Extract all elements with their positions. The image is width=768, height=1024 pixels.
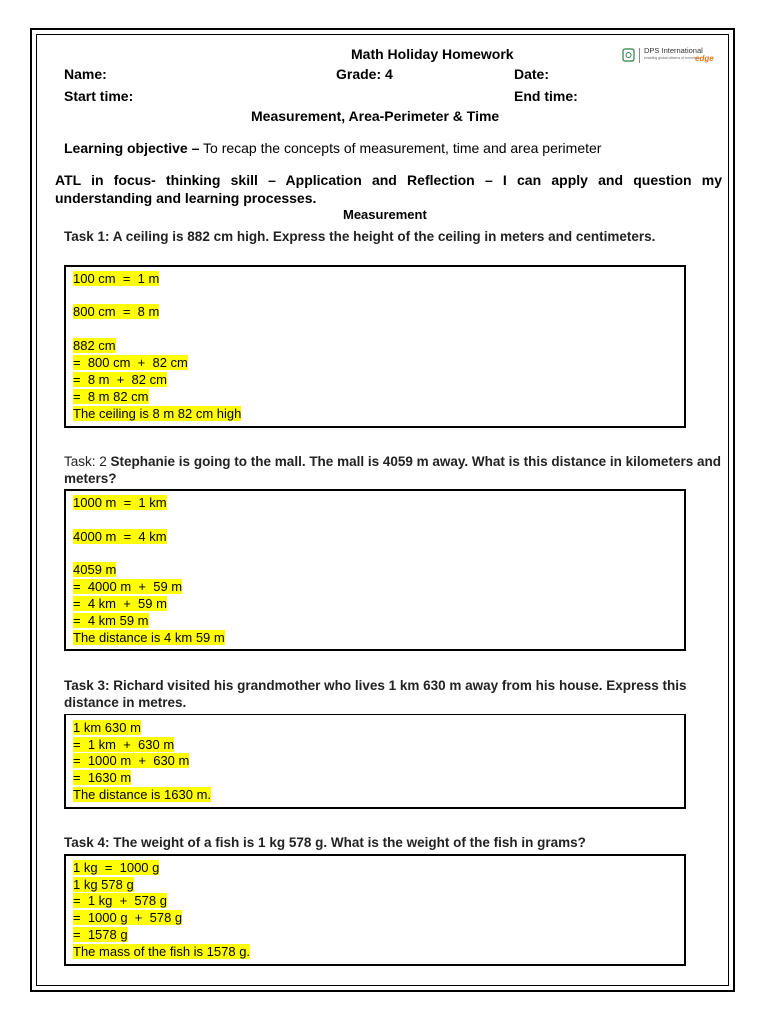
start-time-label: Start time:: [64, 88, 134, 104]
task-2-answer-line: = 4 km 59 m: [73, 613, 149, 628]
task-2-answer-line: 4059 m: [73, 562, 117, 577]
task-1-answer-line: 800 cm = 8 m: [73, 304, 160, 319]
task-4-answer-line: = 1578 g: [73, 927, 128, 942]
date-label: Date:: [514, 66, 550, 82]
task-4-text: The weight of a fish is 1 kg 578 g. What is the weight of the fish in grams?: [113, 835, 586, 850]
task-4-question: [64, 834, 724, 851]
task-3-answer-line: = 1630 m: [73, 770, 132, 785]
task-1-question: [64, 228, 724, 245]
task-4-answer-line: = 1000 g + 578 g: [73, 910, 183, 925]
task-2-question: [64, 453, 724, 487]
task-1-answer-line: The ceiling is 8 m 82 cm high: [73, 406, 242, 421]
task-2-answer-box: [64, 489, 686, 651]
task-1-answer-line: = 800 cm + 82 cm: [73, 355, 188, 370]
task-4-answer-line: 1 kg = 1000 g: [73, 860, 160, 875]
section-heading: Measurement: [343, 207, 427, 222]
task-1-answer-line: = 8 m + 82 cm: [73, 372, 167, 387]
task-2-text: Stephanie is going to the mall. The mall is 4059 m away. What is this distance in kilometers and meters?: [64, 454, 721, 486]
name-label: Name:: [64, 66, 107, 82]
objective-label: Learning objective –: [64, 140, 200, 156]
logo-divider: [639, 48, 640, 63]
worksheet-title: Math Holiday Homework: [351, 46, 514, 62]
task-2-answer-line: 4000 m = 4 km: [73, 529, 167, 544]
task-3-answer-line: = 1 km + 630 m: [73, 737, 175, 752]
task-2-answer-line: = 4000 m + 59 m: [73, 579, 183, 594]
task-1-answer-box: [64, 265, 686, 428]
task-4-lead: Task 4:: [64, 835, 110, 850]
objective-text: To recap the concepts of measurement, time and area perimeter: [203, 140, 602, 156]
task-2-lead: Task: 2: [64, 454, 107, 469]
task-1-text: A ceiling is 882 cm high. Express the height of the ceiling in meters and centimeters.: [112, 229, 656, 244]
task-1-lead: Task 1:: [64, 229, 110, 244]
task-1-answer-line: 882 cm: [73, 338, 116, 353]
atl-statement: ATL in focus- thinking skill – Application and Reflection – I can apply and question my understanding and learning processes.: [55, 172, 722, 206]
task-4-answer-line: = 1 kg + 578 g: [73, 893, 167, 908]
task-3-answer-line: The distance is 1630 m.: [73, 787, 212, 802]
task-3-question: [64, 677, 724, 711]
task-3-text: Richard visited his grandmother who lives 1 km 630 m away from his house. Express this distance in metres.: [64, 678, 687, 710]
logo-tagline: enabling global citizens of tomorrow: [644, 56, 700, 60]
learning-objective: [64, 140, 601, 156]
logo-edge: edge: [695, 54, 714, 63]
task-4-answer-line: The mass of the fish is 1578 g.: [73, 944, 251, 959]
task-2-answer-line: = 4 km + 59 m: [73, 596, 167, 611]
task-3-lead: Task 3:: [64, 678, 110, 693]
task-3-answer-line: = 1000 m + 630 m: [73, 753, 190, 768]
logo-name: DPS International: [644, 46, 703, 55]
task-4-answer-line: 1 kg 578 g: [73, 877, 134, 892]
topic-heading: Measurement, Area-Perimeter & Time: [251, 108, 500, 124]
task-1-answer-line: 100 cm = 1 m: [73, 271, 160, 286]
end-time-label: End time:: [514, 88, 578, 104]
task-2-answer-line: 1000 m = 1 km: [73, 495, 167, 510]
task-1-answer-line: = 8 m 82 cm: [73, 389, 149, 404]
school-logo: [622, 46, 716, 66]
task-2-answer-line: The distance is 4 km 59 m: [73, 630, 225, 645]
emblem-icon: [622, 48, 635, 62]
grade-label: Grade: 4: [336, 66, 393, 82]
task-3-answer-line: 1 km 630 m: [73, 720, 141, 735]
